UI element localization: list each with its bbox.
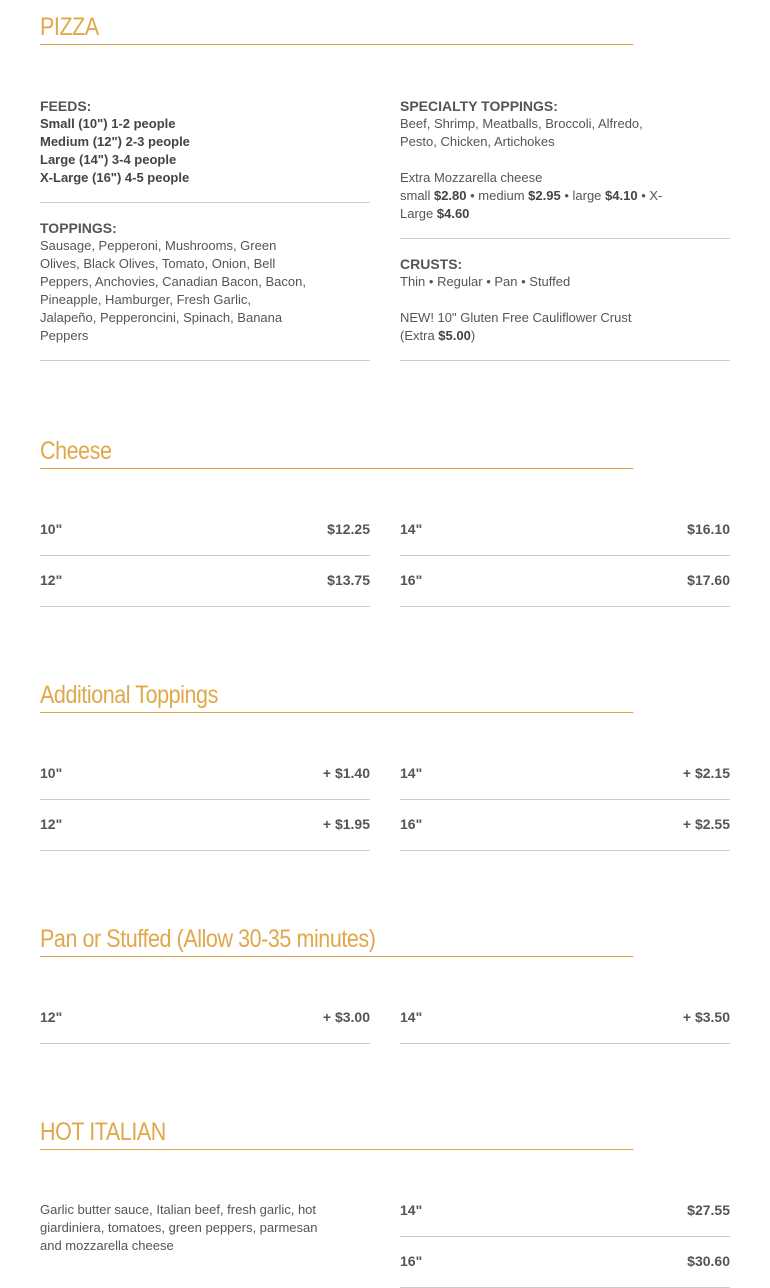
price-row [400,1237,730,1288]
price-row [40,505,370,556]
size-label: 14" [400,521,423,537]
extra-mozzarella-label: Extra Mozzarella cheese [400,170,543,185]
pan-stuffed-section [40,924,730,957]
feeds-line: Small (10") 1-2 people [40,116,176,131]
divider [40,360,370,361]
gluten-free-note: NEW! 10" Gluten Free Cauliflower Crust [400,310,632,325]
extra-mozzarella-prices [400,187,670,223]
section-title-pizza: PIZZA [40,12,633,45]
divider [400,238,730,239]
price: + $3.50 [682,1009,730,1025]
price: $13.75 [327,572,370,588]
feeds-heading: FEEDS: [40,98,92,114]
hot-italian-description-column [40,1201,370,1255]
crusts-block [400,255,730,345]
section-title-hot-italian: HOT ITALIAN [40,1117,633,1150]
size-label: 10" [40,521,63,537]
toppings-list: Sausage, Pepperoni, Mushrooms, Green Olives, Black Olives, Tomato, Onion, Bell Peppers, Anchovies, Canadian Bacon, Bacon, Pineapple, Hamburger, Fresh Garlic, Jalapeño, Pepperoncini, Spinach, Banana Peppers [40,238,306,343]
size-label: 14" [400,1009,423,1025]
price: $27.55 [687,1202,730,1218]
specialty-block [400,97,730,223]
price: $4.10 [605,188,638,203]
price-row [400,749,730,800]
specialty-column [400,97,730,361]
toppings-block [40,219,370,345]
price-row [400,556,730,607]
section-title-additional-toppings: Additional Toppings [40,680,633,713]
price: $12.25 [327,521,370,537]
price-row [400,1186,730,1237]
crusts-list: Thin • Regular • Pan • Stuffed [400,274,571,289]
price: + $2.15 [682,765,730,781]
divider [40,202,370,203]
section-title-pan-stuffed: Pan or Stuffed (Allow 30-35 minutes) [40,924,633,957]
size-label: 16" [400,572,423,588]
feeds-line: Large (14") 3-4 people [40,152,177,167]
feeds-block [40,97,370,187]
additional-toppings-section [40,680,730,713]
size-label: • large [564,188,602,203]
gluten-free-extra [400,327,670,345]
extra-prefix: (Extra [400,328,435,343]
price: $4.60 [436,206,470,221]
hot-italian-description: Garlic butter sauce, Italian beef, fresh garlic, hot giardiniera, tomatoes, green peppers, parmesan and mozzarella cheese [40,1202,318,1253]
extra-suffix: ) [470,328,476,343]
price: + $1.95 [322,816,370,832]
price: + $2.55 [682,816,730,832]
price: $16.10 [687,521,730,537]
crusts-heading: CRUSTS: [400,256,463,272]
price-row [40,556,370,607]
size-label: 16" [400,1253,423,1269]
feeds-line: X-Large (16") 4-5 people [40,170,190,185]
cheese-section [40,436,730,469]
size-label: 12" [40,1009,63,1025]
feeds-line: Medium (12") 2-3 people [40,134,190,149]
price: $30.60 [687,1253,730,1269]
divider [400,360,730,361]
toppings-heading: TOPPINGS: [40,220,117,236]
section-title-cheese: Cheese [40,436,633,469]
price: + $1.40 [322,765,370,781]
size-label: 14" [400,1202,423,1218]
specialty-heading: SPECIALTY TOPPINGS: [400,98,558,114]
size-label: 12" [40,816,63,832]
price: $2.95 [528,188,561,203]
price: + $3.00 [322,1009,370,1025]
size-label: • X-Large [400,188,663,221]
size-label: 12" [40,572,63,588]
size-label: • medium [470,188,525,203]
hot-italian-section [40,1117,730,1150]
pizza-section [40,12,730,45]
price-row [400,993,730,1044]
price-row [40,800,370,851]
price: $17.60 [687,572,730,588]
size-label: small [400,188,431,203]
price: $5.00 [438,328,471,343]
size-label: 10" [40,765,63,781]
price-row [40,749,370,800]
price-row [400,505,730,556]
size-label: 16" [400,816,423,832]
specialty-list: Beef, Shrimp, Meatballs, Broccoli, Alfredo, Pesto, Chicken, Artichokes [400,116,643,149]
size-label: 14" [400,765,423,781]
price-row [400,800,730,851]
feeds-column [40,97,370,361]
price: $2.80 [433,188,467,203]
price-row [40,993,370,1044]
